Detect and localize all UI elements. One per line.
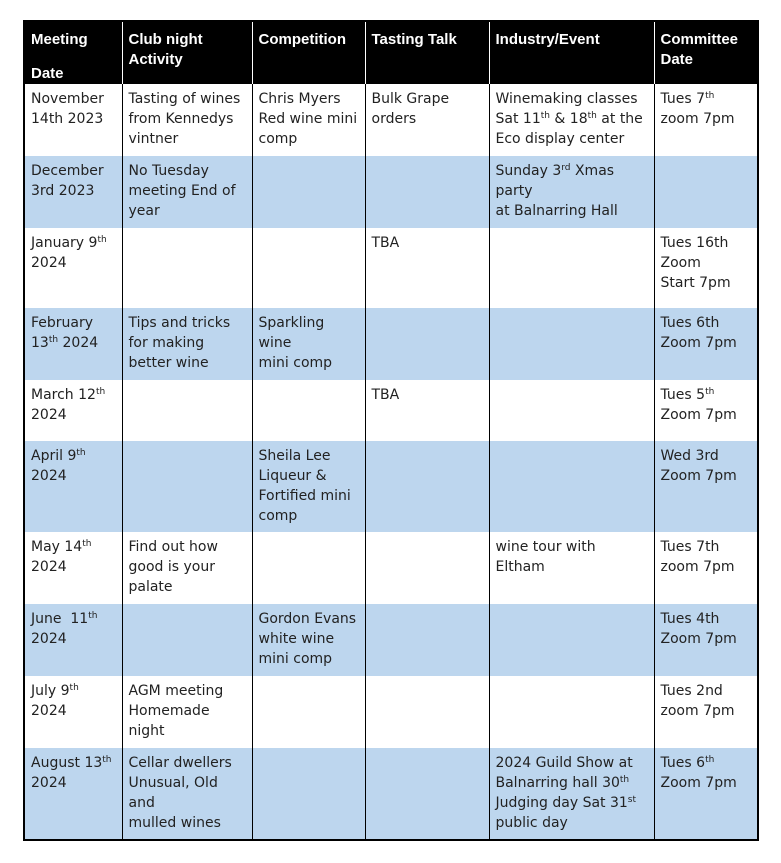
club-activity-cell: Find out how good is your palate [122,532,252,604]
club-activity-cell: No Tuesday meeting End of year [122,156,252,228]
committee-date-cell: Tues 2nd zoom 7pm [654,676,758,748]
tasting-talk-cell: TBA [365,380,489,441]
table-row [24,308,758,380]
club-activity-cell: AGM meeting Homemade night [122,676,252,748]
committee-date-cell: Tues 16th Zoom Start 7pm [654,228,758,308]
tasting-talk-cell [365,532,489,604]
committee-date-cell: Wed 3rd Zoom 7pm [654,441,758,532]
table-row [24,532,758,604]
club-activity-cell [122,380,252,441]
table-row [24,748,758,840]
tasting-talk-cell [365,748,489,840]
committee-date-cell: Tues 7th zoom 7pm [654,532,758,604]
meeting-date-cell: January 9th 2024 [24,228,122,308]
committee-date-cell: Tues 6th Zoom 7pm [654,308,758,380]
industry-event-cell [489,676,654,748]
industry-event-cell [489,380,654,441]
meeting-schedule-table [23,20,759,841]
committee-date-cell: Tues 6th Zoom 7pm [654,748,758,840]
tasting-talk-cell: Bulk Grape orders [365,84,489,156]
tasting-talk-cell [365,604,489,676]
competition-cell: Chris Myers Red wine mini comp [252,84,365,156]
competition-cell [252,676,365,748]
tasting-talk-cell [365,156,489,228]
industry-event-cell [489,308,654,380]
industry-event-cell: wine tour with Eltham [489,532,654,604]
committee-date-cell: Tues 4th Zoom 7pm [654,604,758,676]
header-tasting-talk: Tasting Talk [365,21,489,84]
header-row [24,21,758,84]
industry-event-cell [489,604,654,676]
committee-date-cell: Tues 7th zoom 7pm [654,84,758,156]
meeting-date-cell: August 13th 2024 [24,748,122,840]
header-committee-date: Committee Date [654,21,758,84]
industry-event-cell [489,228,654,308]
club-activity-cell: Cellar dwellers Unusual, Old and mulled wines [122,748,252,840]
meeting-date-cell: April 9th 2024 [24,441,122,532]
meeting-date-cell: December 3rd 2023 [24,156,122,228]
committee-date-cell: Tues 5th Zoom 7pm [654,380,758,441]
club-activity-cell [122,441,252,532]
table-row [24,228,758,308]
header-industry-event: Industry/Event [489,21,654,84]
competition-cell: Sparkling wine mini comp [252,308,365,380]
table-row [24,676,758,748]
tasting-talk-cell [365,676,489,748]
club-activity-cell [122,228,252,308]
meeting-date-cell: May 14th 2024 [24,532,122,604]
header-meeting-date: Meeting Date [24,21,122,84]
meeting-date-cell: February 13th 2024 [24,308,122,380]
competition-cell: Gordon Evans white wine mini comp [252,604,365,676]
club-activity-cell: Tasting of wines from Kennedys vintner [122,84,252,156]
club-activity-cell [122,604,252,676]
table-row [24,604,758,676]
meeting-date-cell: March 12th 2024 [24,380,122,441]
table-row [24,156,758,228]
industry-event-cell: Winemaking classes Sat 11th & 18th at the Eco display center [489,84,654,156]
competition-cell [252,532,365,604]
meeting-date-cell: June 11th 2024 [24,604,122,676]
tasting-talk-cell [365,441,489,532]
table-row [24,84,758,156]
industry-event-cell: 2024 Guild Show at Balnarring hall 30th Judging day Sat 31st public day [489,748,654,840]
competition-cell: Sheila Lee Liqueur & Fortified mini comp [252,441,365,532]
table-row [24,380,758,441]
industry-event-cell [489,441,654,532]
industry-event-cell: Sunday 3rd Xmas party at Balnarring Hall [489,156,654,228]
tasting-talk-cell: TBA [365,228,489,308]
header-club-activity: Club night Activity [122,21,252,84]
meeting-date-cell: July 9th 2024 [24,676,122,748]
committee-date-cell [654,156,758,228]
club-activity-cell: Tips and tricks for making better wine [122,308,252,380]
tasting-talk-cell [365,308,489,380]
table-row [24,441,758,532]
header-competition: Competition [252,21,365,84]
competition-cell [252,156,365,228]
competition-cell [252,228,365,308]
meeting-date-cell: November 14th 2023 [24,84,122,156]
competition-cell [252,380,365,441]
competition-cell [252,748,365,840]
